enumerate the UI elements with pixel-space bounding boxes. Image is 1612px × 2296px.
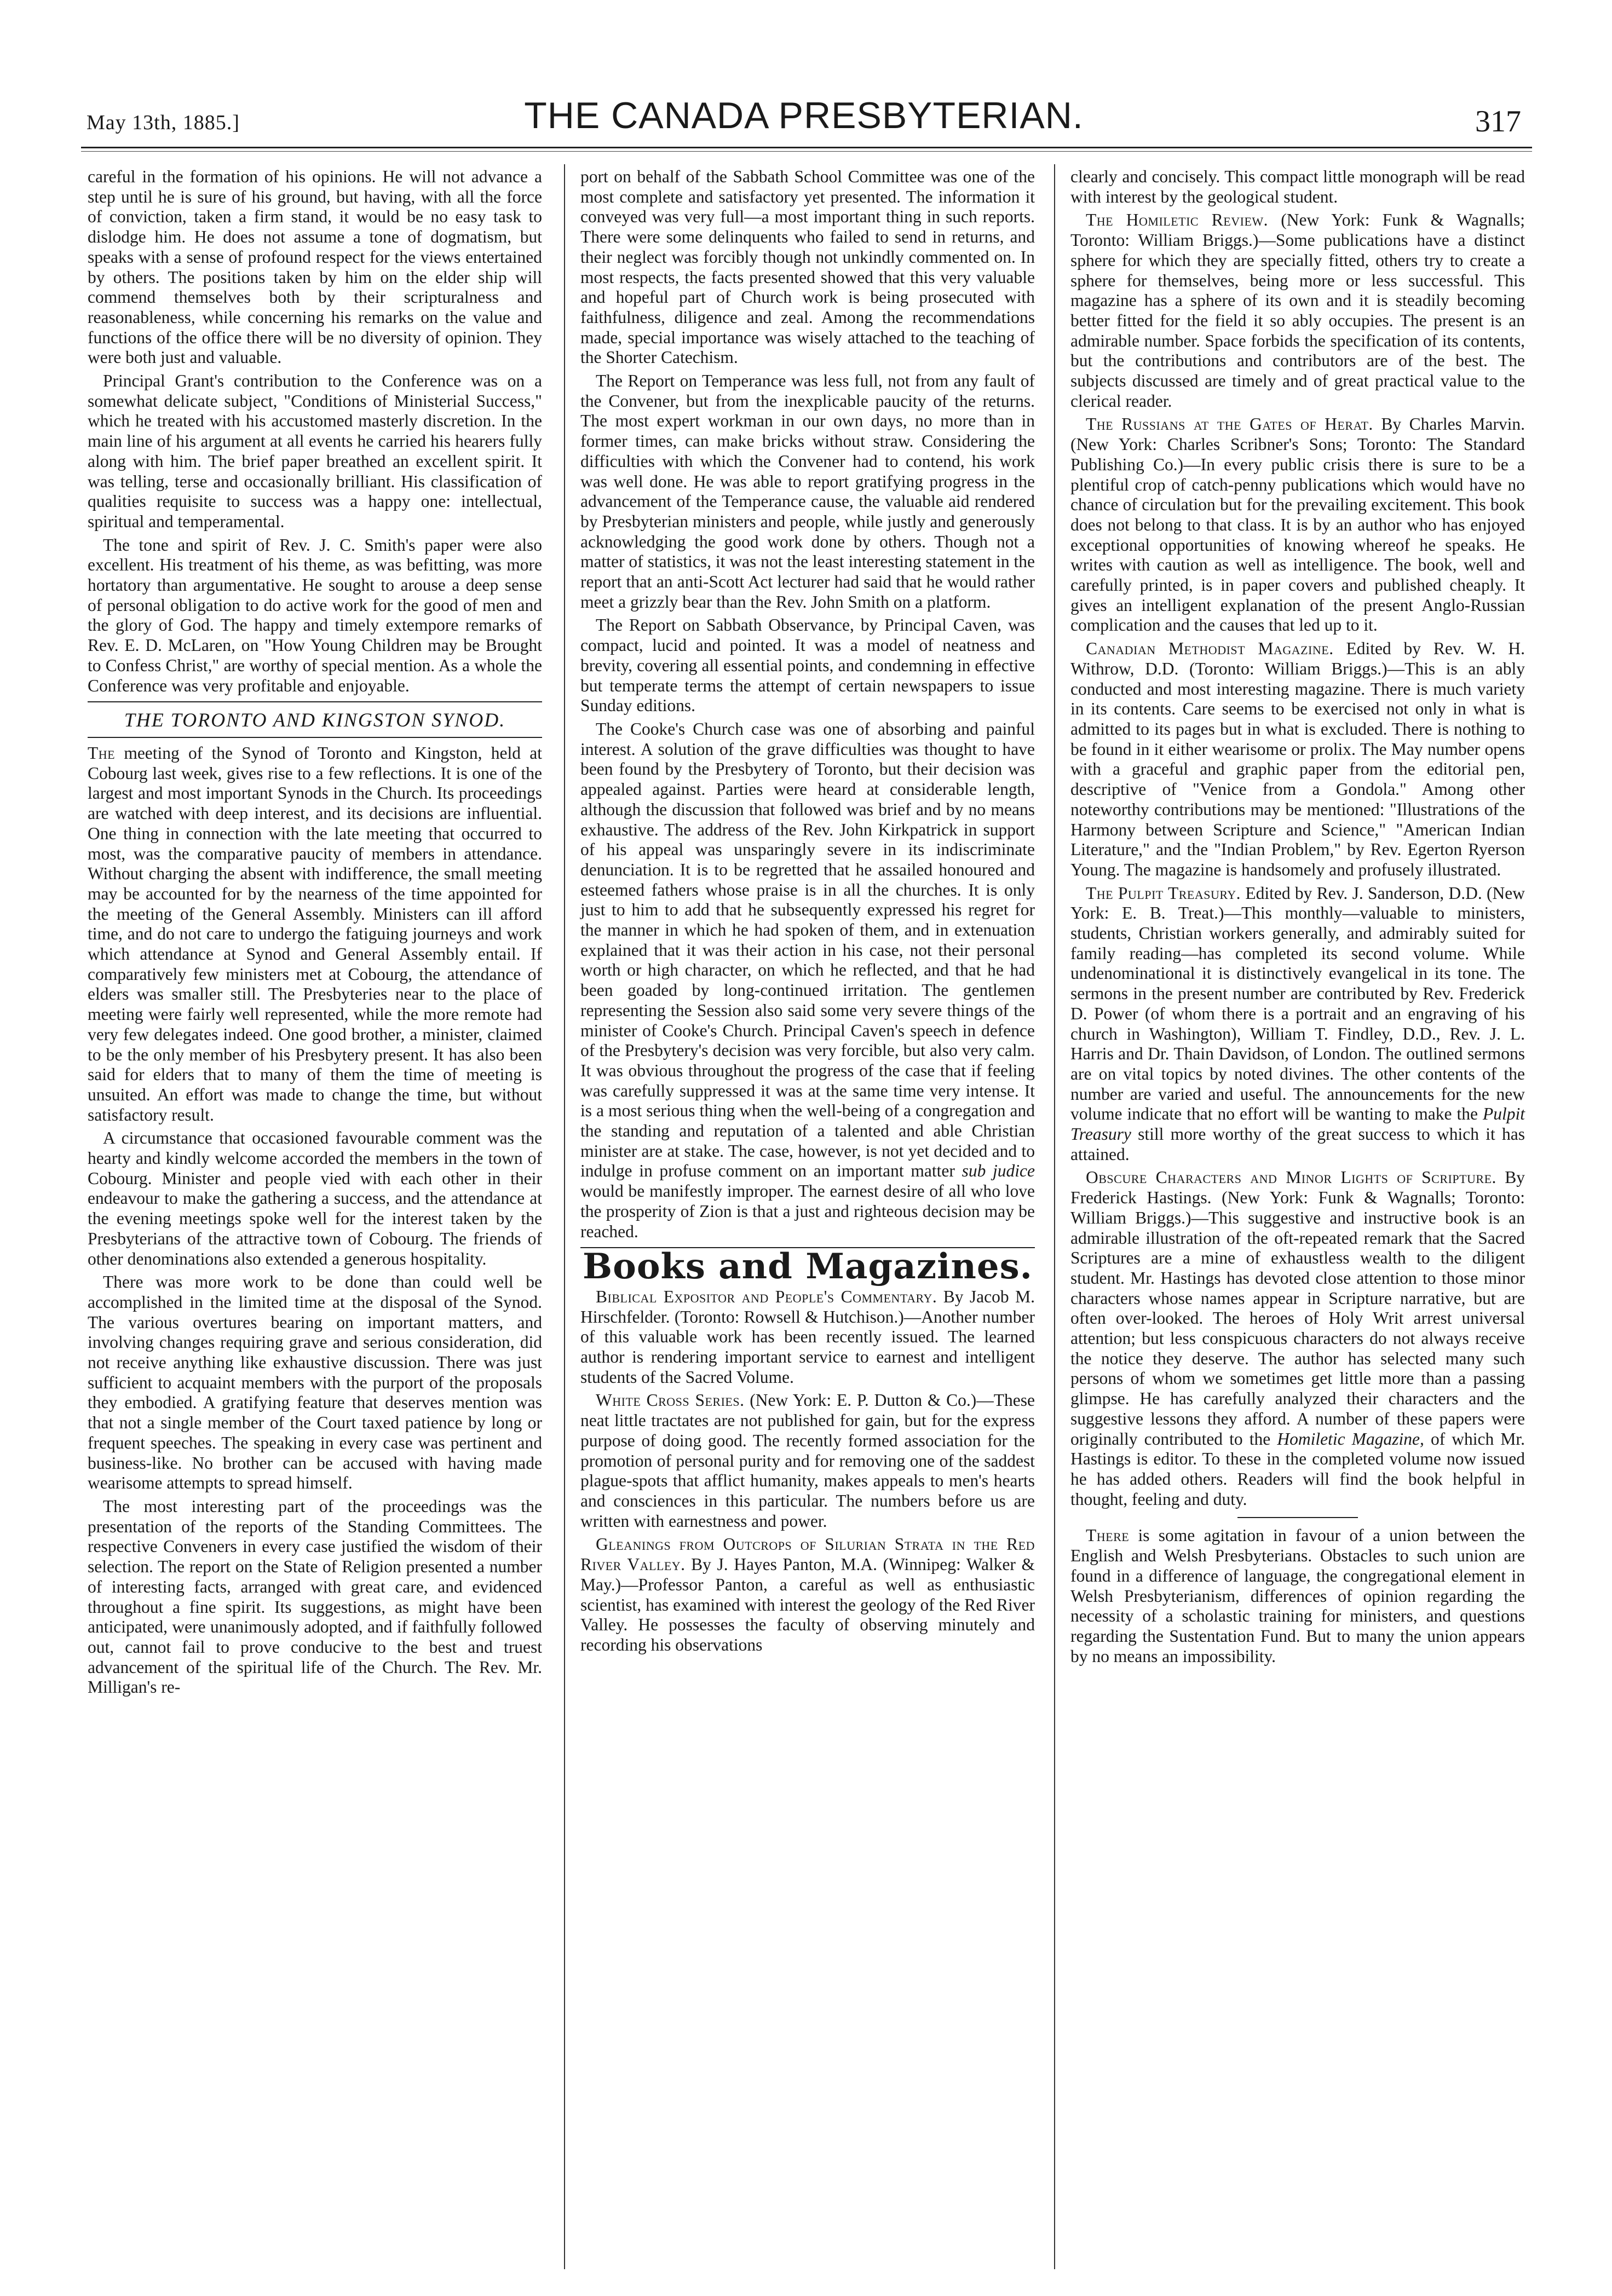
lead-word: There [1086,1526,1130,1545]
review-item [580,1534,1035,1655]
review-title: White Cross Series. [596,1391,745,1410]
masthead [81,88,1527,153]
review-title: Canadian Methodist Magazine. [1086,639,1334,659]
section-heading: THE TORONTO AND KINGSTON SYNOD. [124,709,506,731]
paragraph: port on behalf of the Sabbath School Committee was one of the most complete and satisfactory yet presented. The information it conveyed was very full—a most important thing in such reports. There were some delinquents who failed to send in returns, and their neglect was forcibly though not unkindly commented on. In most respects, the facts presented showed that this very valuable and hopeful part of Church work is being prosecuted with faithfulness, diligence and zeal. Among the recommendations made, special importance was wisely attached to the teaching of the Shorter Catechism. [580,167,1035,367]
review-text: (New York: Funk & Wagnalls; Toronto: William Briggs.)—Some publications have a distinct sphere for which they are specially fitted, others try to create a sphere for themselves, being more or less successful. This magazine has a sphere of its own and it is steadily becoming better fitted for the field it so ably occupies. The present is an admirable number. Space forbids the specification of its contents, but the contributions and contributors are of the best. The subjects discussed are timely and of great practical value to the clerical reader. [1070,210,1525,411]
paragraph-text: is some agitation in favour of a union between the English and Welsh Presbyterians. Obstacles to such union are found in a difference of language, the congregational element in Welsh Presbyterianism, differences of opinion regarding the necessity of a scholastic training for ministers, and questions regarding the Sustentation Fund. But to many the union appears by no means an impossibility. [1070,1526,1525,1666]
column-left [88,167,542,1701]
review-item [1070,1168,1525,1509]
review-text: still more worthy of the great success to which it has attained. [1070,1124,1525,1164]
review-text: By J. Hayes Panton, M.A. (Winnipeg: Walker & May.)—Professor Panton, a careful as well as enthusiastic scientist, has examined with interest the geology of the Red River Valley. He possesses the faculty of observing minutely and recording his observations [580,1555,1035,1654]
review-text: of which Mr. Hastings is editor. To these in the completed volume now issued he has added others. Readers will find the book helpful in thought, feeling and duty. [1070,1429,1525,1509]
paragraph [580,719,1035,1242]
paragraph: Principal Grant's contribution to the Conference was on a somewhat delicate subject, "Conditions of Ministerial Success," which he treated with his accustomed masterly discretion. In the main line of his argument at all events he carried his hearers fully along with him. The brief paper breathed an excellent spirit. It was telling, terse and occasionally brilliant. His classification of qualities requisite to success was a happy one: intellectual, spiritual and temperamental. [88,371,542,531]
paragraph: The most interesting part of the proceedings was the presentation of the reports of the Standing Committees. The respective Conveners in every case justified the wisdom of their selection. The report on the State of Religion presented a number of interesting facts, arranged with great care, and evidenced throughout a fine spirit. Its suggestions, as might have been anticipated, were unanimously adopted, and if faithfully followed out, cannot fail to prove conducive to the best and truest advancement of the spiritual life of the Church. The Rev. Mr. Milligan's re- [88,1497,542,1697]
review-item [1070,414,1525,636]
header-rule [81,147,1532,148]
paragraph [88,743,542,1125]
review-text: By Frederick Hastings. (New York: Funk & Wagnalls; Toronto: William Briggs.)—This suggestive and instructive book is an admirable illustration of the oft-repeated remark that the Sacred Scriptures are a mine of exhaustless wealth to the diligent student. Mr. Hastings has devoted close attention to those minor characters whose names appear in Scripture narrative, but are often over-looked. The heroes of Holy Writ arrest universal attention; but less conspicuous characters do not always receive the notice they deserve. The author has selected many such persons of whom we sometimes get little more than a passing glimpse. He has carefully analyzed their characters and the suggestive lessons they afford. A number of these papers were originally contributed to the [1070,1168,1525,1449]
review-title: Gleanings from Outcrops of Silurian Strata in the Red River Valley. [580,1534,1035,1574]
paragraph: The Report on Temperance was less full, not from any fault of the Convener, but from the inexplicable paucity of the returns. The most expert workman in our own days, no more than in former times, can make bricks without straw. Considering the difficulties with which the Convener had to contend, his work was well done. He was able to report gratifying progress in the advancement of the Temperance cause, the valuable aid rendered by Presbyterian ministers and people, while justly and generously acknowledging the good work done by others. Though not a matter of statistics, it was not the least interesting statement in the report that an anti-Scott Act lecturer had said that he would rather meet a grizzly bear than the Rev. John Smith on a platform. [580,371,1035,612]
column-divider [564,164,565,2269]
column-divider [1054,164,1055,2269]
paragraph: clearly and concisely. This compact little monograph will be read with interest by the geological student. [1070,167,1525,206]
newspaper-title: THE CANADA PRESBYTERIAN. [524,95,1084,136]
review-item [580,1287,1035,1388]
review-title: The Homiletic Review. [1086,210,1269,230]
review-text: (New York: E. P. Dutton & Co.)—These neat little tractates are not published for gain, but for the express purpose of doing good. The recently formed association for the promotion of personal purity and for removing one of the saddest plague-spots that afflict humanity, makes appeals to men's hearts and consciences in this particular. The numbers before us are written with earnestness and power. [580,1391,1035,1531]
paragraph [1070,1526,1525,1666]
books-magazines-heading: Books and Magazines. [583,1246,1033,1288]
review-text: Edited by Rev. W. H. Withrow, D.D. (Toronto: William Briggs.)—This is an ably conducted and most interesting magazine. There is much variety in its contents. Care seems to be exercised not only in what is admitted to its pages but in what is excluded. There is nothing to be found in it either wearisome or prolix. The May number opens with a graceful and graphic paper from the editorial pen, descriptive of "Venice from a Gondola." Among other noteworthy contributions may be mentioned: "Illustrations of the Harmony between Scripture and Science," "American Indian Literature," and the "Indian Problem," by Rev. Egerton Ryerson Young. The magazine is handsomely and profusely illustrated. [1070,639,1525,879]
review-title: The Pulpit Treasury. [1086,883,1241,903]
review-title: The Russians at the Gates of Herat. [1086,414,1373,434]
review-item [1070,884,1525,1165]
italic-phrase: sub judice [962,1161,1035,1181]
page-number: 317 [1475,105,1521,139]
review-text: By Jacob M. Hirschfelder. (Toronto: Rowsell & Hutchison.)—Another number of this valuable work has been recently issued. The learned author is rendering important service to earnest and intelligent students of the Sacred Volume. [580,1287,1035,1387]
column-right [1070,167,1525,1670]
review-item [1070,210,1525,411]
review-title: Obscure Characters and Minor Lights of Scripture. [1086,1168,1496,1187]
paragraph: There was more work to be done than could well be accomplished in the limited time at the disposal of the Synod. The various overtures bearing on important matters, and involving changes requiring grave and serious consideration, did not receive anything like exhaustive discussion. There was just sufficient to acquaint members with the purport of the proposals they embodied. A gratifying feature that deserves mention was that not a single member of the Court taxed patience by long or frequent speeches. The speaking in every case was pertinent and business-like. No brother can be accused with having made wearisome attempts to spread himself. [88,1272,542,1493]
section-rule [88,701,542,702]
review-text: By Charles Marvin. (New York: Charles Scribner's Sons; Toronto: The Standard Publishing Co.)—In every public crisis there is sure to be a plentiful crop of catch-penny publications which would have no chance of circulation but for the prevailing excitement. This book does not belong to that class. It is by an author who has enjoyed exceptional opportunities of knowing whereof he speaks. He writes with caution as well as intelligence. The book, well and carefully printed, is in paper covers and published cheaply. It gives an intelligent explanation of the present Anglo-Russian complication and the causes that led up to it. [1070,414,1525,635]
review-text: Edited by Rev. J. Sanderson, D.D. (New York: E. B. Treat.)—This monthly—valuable to ministers, students, Christian workers generally, and admirably suited for family reading—has completed its second volume. While undenominational it is distinctively evangelical in its tone. The sermons in the present number are contributed by Rev. Frederick D. Power (of whom there is a portrait and an engraving of his church in Washington), William T. Findley, D.D., Rev. J. L. Harris and Dr. Thain Davidson, of London. The outlined sermons are on vital topics by noted divines. The other contents of the number are varied and useful. The announcements for the new volume indicate that no effort will be wanting to make the [1070,883,1525,1124]
issue-date: May 13th, 1885.] [87,111,240,134]
paragraph-text: The Cooke's Church case was one of absorbing and painful interest. A solution of the grave difficulties was thought to have been found by the Presbytery of Toronto, but their decision was appealed against. Parties were heard at considerable length, although the discussion that followed was brief and by no means exhaustive. The address of the Rev. John Kirkpatrick in support of his appeal was unsparingly severe in its indiscriminate denunciation. It is to be regretted that he assailed honoured and esteemed fathers whose praise is in all the churches. It is only just to him to add that he subsequently expressed his regret for the manner in which he had spoken of them, and in extenuation explained that it was their action in his case, not their personal worth or high character, on which he reflected, and that he had been goaded by long-continued irritation. The gentlemen representing the Session also said some very severe things of the minister of Cooke's Church. Principal Caven's speech in defence of the Presbytery's decision was very forcible, but also very calm. It was obvious throughout the progress of the case that if feeling was carefully suppressed it was at the same time very intense. It is a most serious thing when the well-being of a congregation and the standing and reputation of a talented and able Christian minister are at stake. The case, however, is not yet decided and to indulge in profuse comment on an important matter [580,719,1035,1181]
italic-title: Homiletic Magazine, [1277,1429,1424,1449]
paragraph: The Report on Sabbath Observance, by Principal Caven, was compact, lucid and pointed. It was a model of neatness and brevity, covering all essential points, and condemning in effective but temperate terms the attempt of certain newspapers to issue Sunday editions. [580,615,1035,716]
section-rule [88,737,542,738]
review-item [1070,639,1525,880]
review-item [580,1391,1035,1531]
italic-title: Pulpit Treasury [1070,1104,1525,1144]
review-title: Biblical Expositor and People's Commentary. [596,1287,937,1306]
paragraph: careful in the formation of his opinions. He will not advance a step until he is sure of his ground, but having, with all the force of conviction, taken a firm stand, it would be no easy task to dislodge him. He does not assume a tone of dogmatism, but speaks with a sense of profound respect for the views entertained by others. The positions taken by him on the elder ship will commend themselves both by their scripturalness and reasonableness, while concerning his remarks on the value and functions of the office there will be no diversity of opinion. They were both just and valuable. [88,167,542,367]
paragraph: The tone and spirit of Rev. J. C. Smith's paper were also excellent. His treatment of his theme, as was befitting, was more hortatory than argumentative. He sought to arouse a deep sense of personal obligation to do active work for the good of men and the glory of God. The happy and timely extempore remarks of Rev. E. D. McLaren, on "How Young Children may be Brought to Confess Christ," are worthy of special mention. As a whole the Conference was very profitable and enjoyable. [88,535,542,695]
header-rule-thin [81,151,1532,152]
paragraph-text: meeting of the Synod of Toronto and Kingston, held at Cobourg last week, gives rise to a few reflections. It is one of the largest and most important Synods in the Church. Its proceedings are watched with deep interest, and its decisions are influential. One thing in connection with the late meeting that occurred to most, was the comparative paucity of members in attendance. Without charging the absent with indifference, the small meeting may be accounted for by the nearness of the time appointed for the meeting of the General Assembly. Ministers can ill afford time, and do not care to undergo the fatiguing journeys and work which attendance at Synod and General Assembly entail. If comparatively few ministers met at Cobourg, the attendance of elders was smaller still. The Presbyteries near to the place of meeting were fairly well represented, while the more remote had very few delegates indeed. One good brother, a minister, claimed to be the only member of his Presbytery present. It has also been said for elders that to many of them the time of meeting is unsuited. An effort was made to change the time, but without satisfactory result. [88,743,542,1124]
paragraph-text: would be manifestly improper. The earnest desire of all who love the prosperity of Zion is that a just and righteous decision may be reached. [580,1181,1035,1241]
separator-rule [1237,1517,1358,1518]
column-middle [580,167,1035,1659]
paragraph: A circumstance that occasioned favourable comment was the hearty and kindly welcome accorded the members in the town of Cobourg. Minister and people vied with each other in their endeavour to make the gathering a success, and the attendance at the evening meetings spoke well for the interest taken by the Presbyterians of the attractive town of Cobourg. The friends of other denominations also extended a generous hospitality. [88,1128,542,1268]
lead-word: The [88,743,116,763]
